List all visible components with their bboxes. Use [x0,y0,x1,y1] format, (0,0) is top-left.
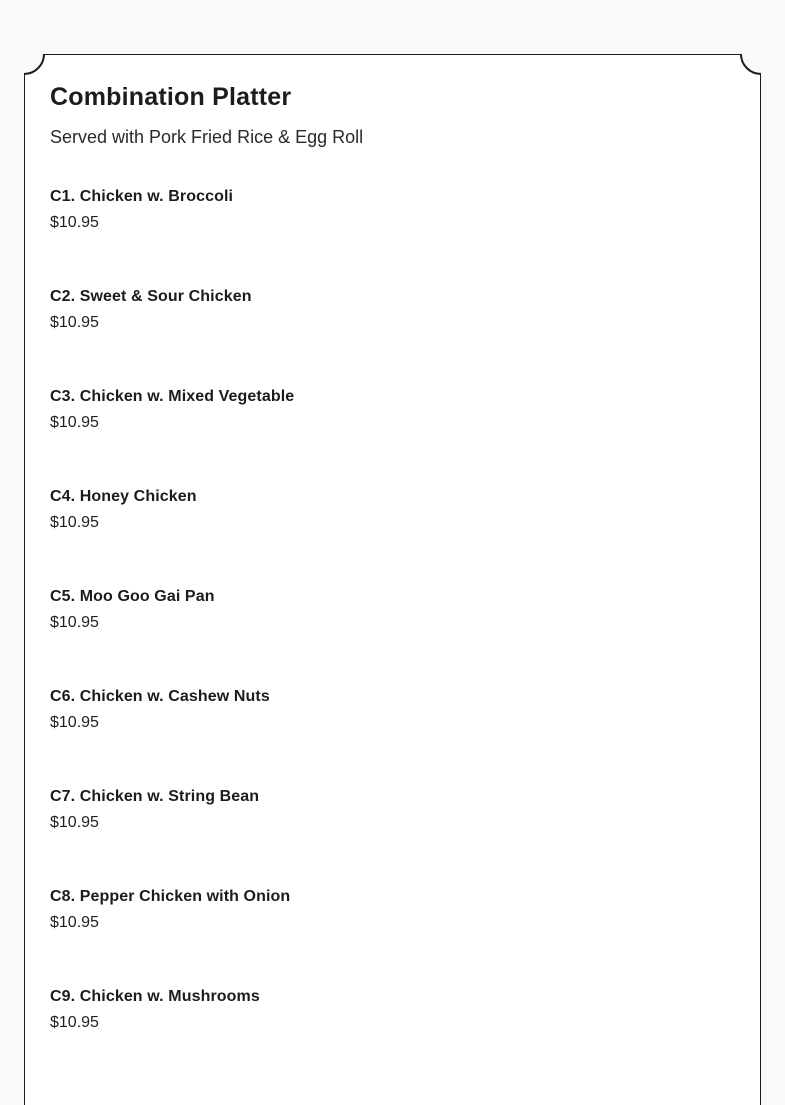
menu-item-price: $10.95 [50,714,99,731]
menu-section-content [50,82,735,1085]
menu-item-name: C9. Chicken w. Mushrooms [50,988,260,1005]
menu-item-price: $10.95 [50,414,99,431]
menu-item-name: C6. Chicken w. Cashew Nuts [50,688,270,705]
menu-item-name: C3. Chicken w. Mixed Vegetable [50,388,295,405]
menu-item[interactable] [50,385,735,485]
menu-item[interactable] [50,985,735,1085]
menu-item-price: $10.95 [50,814,99,831]
menu-item-name: C2. Sweet & Sour Chicken [50,288,252,305]
menu-item-price: $10.95 [50,514,99,531]
menu-item-name: C4. Honey Chicken [50,488,197,505]
menu-item-name: C8. Pepper Chicken with Onion [50,888,291,905]
menu-item[interactable] [50,185,735,285]
menu-item[interactable] [50,285,735,385]
menu-item[interactable] [50,485,735,585]
menu-item-price: $10.95 [50,214,99,231]
menu-item[interactable] [50,685,735,785]
menu-section-panel [24,54,761,1105]
section-title: Combination Platter [50,83,292,111]
menu-item-name: C1. Chicken w. Broccoli [50,188,234,205]
menu-item-price: $10.95 [50,614,99,631]
menu-item-price: $10.95 [50,314,99,331]
menu-item-price: $10.95 [50,914,99,931]
menu-item[interactable] [50,785,735,885]
menu-item[interactable] [50,585,735,685]
menu-item-price: $10.95 [50,1014,99,1031]
menu-item-name: C7. Chicken w. String Bean [50,788,260,805]
menu-item-list [50,185,735,1085]
menu-item[interactable] [50,885,735,985]
section-subtitle: Served with Pork Fried Rice & Egg Roll [50,127,364,147]
menu-item-name: C5. Moo Goo Gai Pan [50,588,215,605]
